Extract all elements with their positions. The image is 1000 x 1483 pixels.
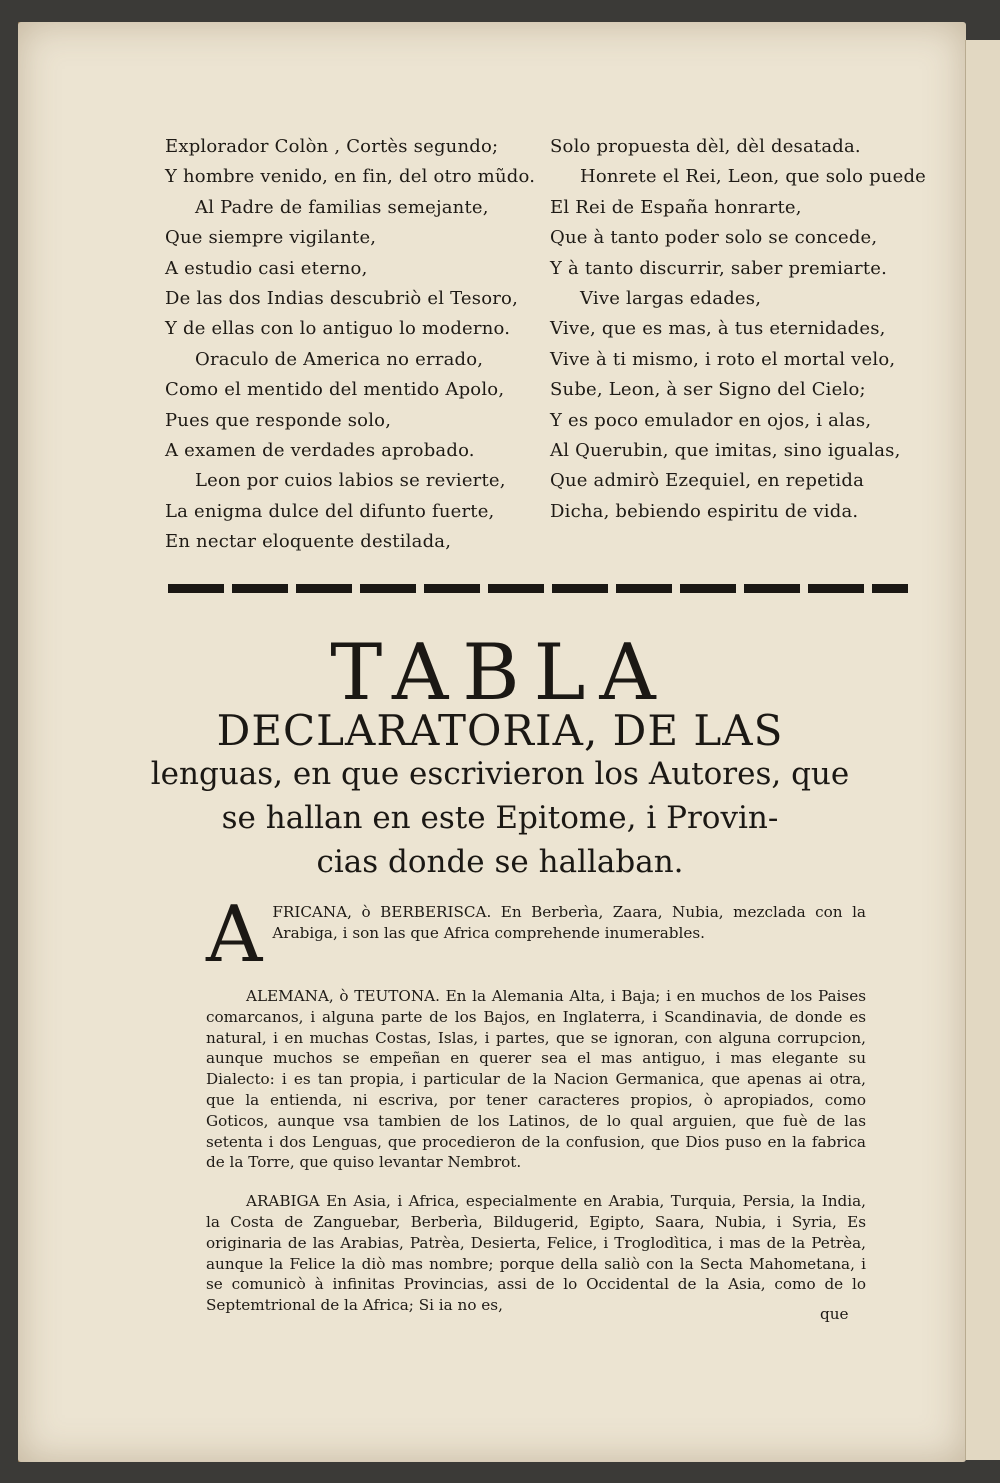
subtitle-line: cias donde se hallaban. <box>316 844 684 880</box>
verse-line: Honrete el Rei, Leon, que solo puede <box>580 166 927 188</box>
verse-line: Al Querubin, que imitas, sino igualas, <box>550 440 901 462</box>
verse-block <box>165 132 925 552</box>
verse-line: A examen de verdades aprobado. <box>165 440 475 462</box>
entry-arabiga <box>206 1191 866 1316</box>
page-subtitle: DECLARATORIA, DE LAS <box>216 706 784 755</box>
verse-line: Explorador Colòn , Cortès segundo; <box>165 136 499 157</box>
verse-line: Que à tanto poder solo se concede, <box>550 227 878 249</box>
verse-line: La enigma dulce del difunto fuerte, <box>165 500 495 522</box>
verse-line: Y es poco emulador en ojos, i alas, <box>550 409 872 431</box>
verse-line: Vive, que es mas, à tus eternidades, <box>550 318 886 340</box>
verse-line: Solo propuesta dèl, dèl desatada. <box>550 136 861 157</box>
verse-line: Leon por cuios labios se revierte, <box>195 470 506 492</box>
page-title: TABLA <box>330 628 670 718</box>
catchword: que <box>820 1305 849 1323</box>
verse-line: A estudio casi eterno, <box>165 257 368 279</box>
verse-line: Como el mentido del mentido Apolo, <box>165 379 505 401</box>
entry-text: FRICANA, ò BERBERISCA. En Berberìa, Zaara, Nubia, mezclada con la Arabiga, i son las que Africa comprehende inumerables. <box>272 903 866 942</box>
entry-alemana <box>206 986 866 1173</box>
verse-column-right <box>550 132 927 527</box>
verse-line: Vive à ti mismo, i roto el mortal velo, <box>550 348 896 370</box>
verse-line: Y à tanto discurrir, saber premiarte. <box>550 257 888 279</box>
entries-section <box>206 890 866 1334</box>
verse-line: Y hombre venido, en fin, del otro mũdo. <box>165 166 536 188</box>
verse-line: Dicha, bebiendo espiritu de vida. <box>550 500 859 522</box>
verse-line: De las dos Indias descubriò el Tesoro, <box>165 288 519 310</box>
verse-line: Oraculo de America no errado, <box>195 348 484 370</box>
verse-line: Que admirò Ezequiel, en repetida <box>550 470 865 492</box>
entry-text: ALEMANA, ò TEUTONA. En la Alemania Alta, i Baja; i en muchos de los Paises comarcanos, i alguna parte de los Bajos, en Inglaterra, i Scandinavia, de donde es natural, i en muchas Costas, Islas, i partes, que se ignoran, con alguna corrupcion, aunque muchos se empeñan en querer sea el mas antiguo, i mas elegante su Dialecto: i es tan propia, i particular de la Nacion Germanica, que apenas ai otra, que la entienda, ni escriva, por tener caracteres propios, ò apropiados, como Goticos, aunque vsa tambien de los Latinos, de lo qual arguien, que fuè de las setenta i dos Lenguas, que procedieron de la confusion, que Dios puso en la fabrica de la Torre, que quiso levantar Nembrot. <box>206 987 866 1172</box>
verse-line: Que siempre vigilante, <box>165 227 377 249</box>
drop-cap: A <box>206 890 263 980</box>
verse-line: Al Padre de familias semejante, <box>195 196 489 218</box>
verse-line: Pues que responde solo, <box>165 409 392 431</box>
subtitle-line: lenguas, en que escrivieron los Autores, que <box>150 756 850 792</box>
entry-text: ARABIGA En Asia, i Africa, especialmente en Arabia, Turquia, Persia, la India, la Costa de Zanguebar, Berberìa, Bildugerid, Egipto, Saara, Nubia, i Syria, Es originaria de las Arabias, Patrèa, Desierta, Felice, i Troglodìtica, i mas de la Petrèa, aunque la Felice la diò mas nombre; porque della saliò con la Secta Mahometana, i se comunicò à infinitas Provincias, assi de lo Occidental de la Asia, como de lo Septemtrional de la Africa; Si ia no es, <box>206 1192 866 1315</box>
subtitle-line: se hallan en este Epitome, i Provin- <box>221 800 779 836</box>
verse-column-left <box>165 132 545 558</box>
verse-line: En nectar eloquente destilada, <box>165 531 452 553</box>
decorative-rule <box>168 584 908 593</box>
verse-line: Vive largas edades, <box>580 288 762 310</box>
verse-line: El Rei de España honrarte, <box>550 196 802 218</box>
entry-africana <box>206 890 866 980</box>
verse-line: Y de ellas con lo antiguo lo moderno. <box>165 318 511 340</box>
verse-line: Sube, Leon, à ser Signo del Cielo; <box>550 379 866 401</box>
